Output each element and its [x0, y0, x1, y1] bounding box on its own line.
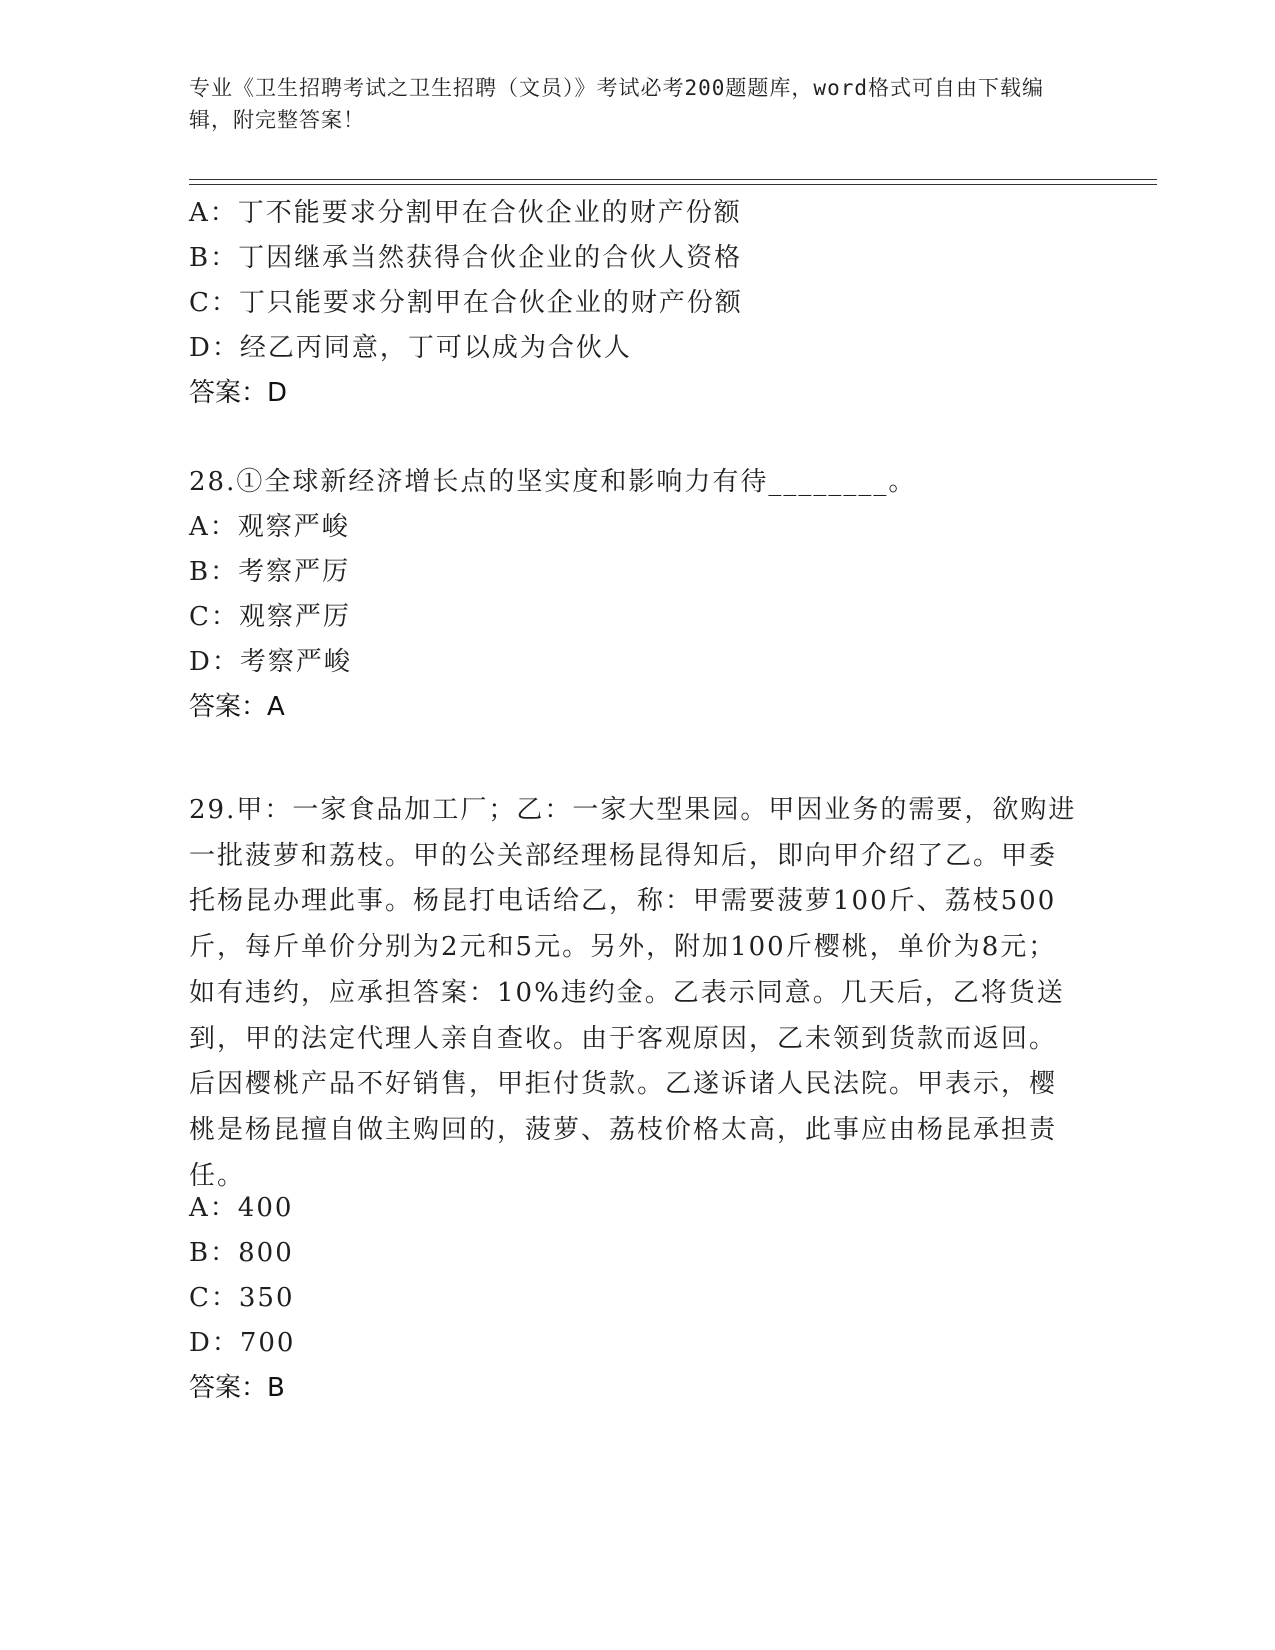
q28-option-d: D：考察严峻 [189, 647, 352, 677]
q28-option-a: A：观察严峻 [189, 512, 350, 542]
q29-option-a: A：400 [189, 1193, 294, 1223]
q27-answer: 答案：D [189, 378, 288, 408]
q29-answer: 答案：B [189, 1373, 285, 1403]
q28-question: 28.①全球新经济增长点的坚实度和影响力有待________。 [189, 467, 917, 497]
q29-option-d: D：700 [189, 1328, 296, 1358]
document-header: 专业《卫生招聘考试之卫生招聘（文员）》考试必考200题题库，word格式可自由下载编辑，附完整答案！ [189, 76, 1044, 132]
q27-option-d: D：经乙丙同意，丁可以成为合伙人 [189, 333, 632, 363]
q29-option-c: C：350 [189, 1283, 295, 1313]
header-divider-top [189, 179, 1157, 180]
q27-option-b: B：丁因继承当然获得合伙企业的合伙人资格 [189, 243, 743, 273]
q28-option-b: B：考察严厉 [189, 557, 351, 587]
q28-option-c: C：观察严厉 [189, 602, 351, 632]
q28-answer: 答案：A [189, 692, 285, 722]
q29-option-b: B：800 [189, 1238, 294, 1268]
q27-option-c: C：丁只能要求分割甲在合伙企业的财产份额 [189, 288, 743, 318]
header-divider-bottom [189, 184, 1157, 185]
q27-option-a: A：丁不能要求分割甲在合伙企业的财产份额 [189, 198, 742, 228]
q29-question: 29.甲：一家食品加工厂；乙：一家大型果园。甲因业务的需要，欲购进一批菠萝和荔枝。甲的公关部经理杨昆得知后，即向甲介绍了乙。甲委托杨昆办理此事。杨昆打电话给乙，称：甲需要菠萝100斤、荔枝500斤，每斤单价分别为2元和5元。另外，附加100斤樱桃，单价为8元；如有违约，应承担答案：10%违约金。乙表示同意。几天后，乙将货送到，甲的法定代理人亲自查收。由于客观原因，乙未领到货款而返回。后因樱桃产品不好销售，甲拒付货款。乙遂诉诸人民法院。甲表示，樱桃是杨昆擅自做主购回的，菠萝、荔枝价格太高，此事应由杨昆承担责任。 [189, 795, 1077, 1191]
